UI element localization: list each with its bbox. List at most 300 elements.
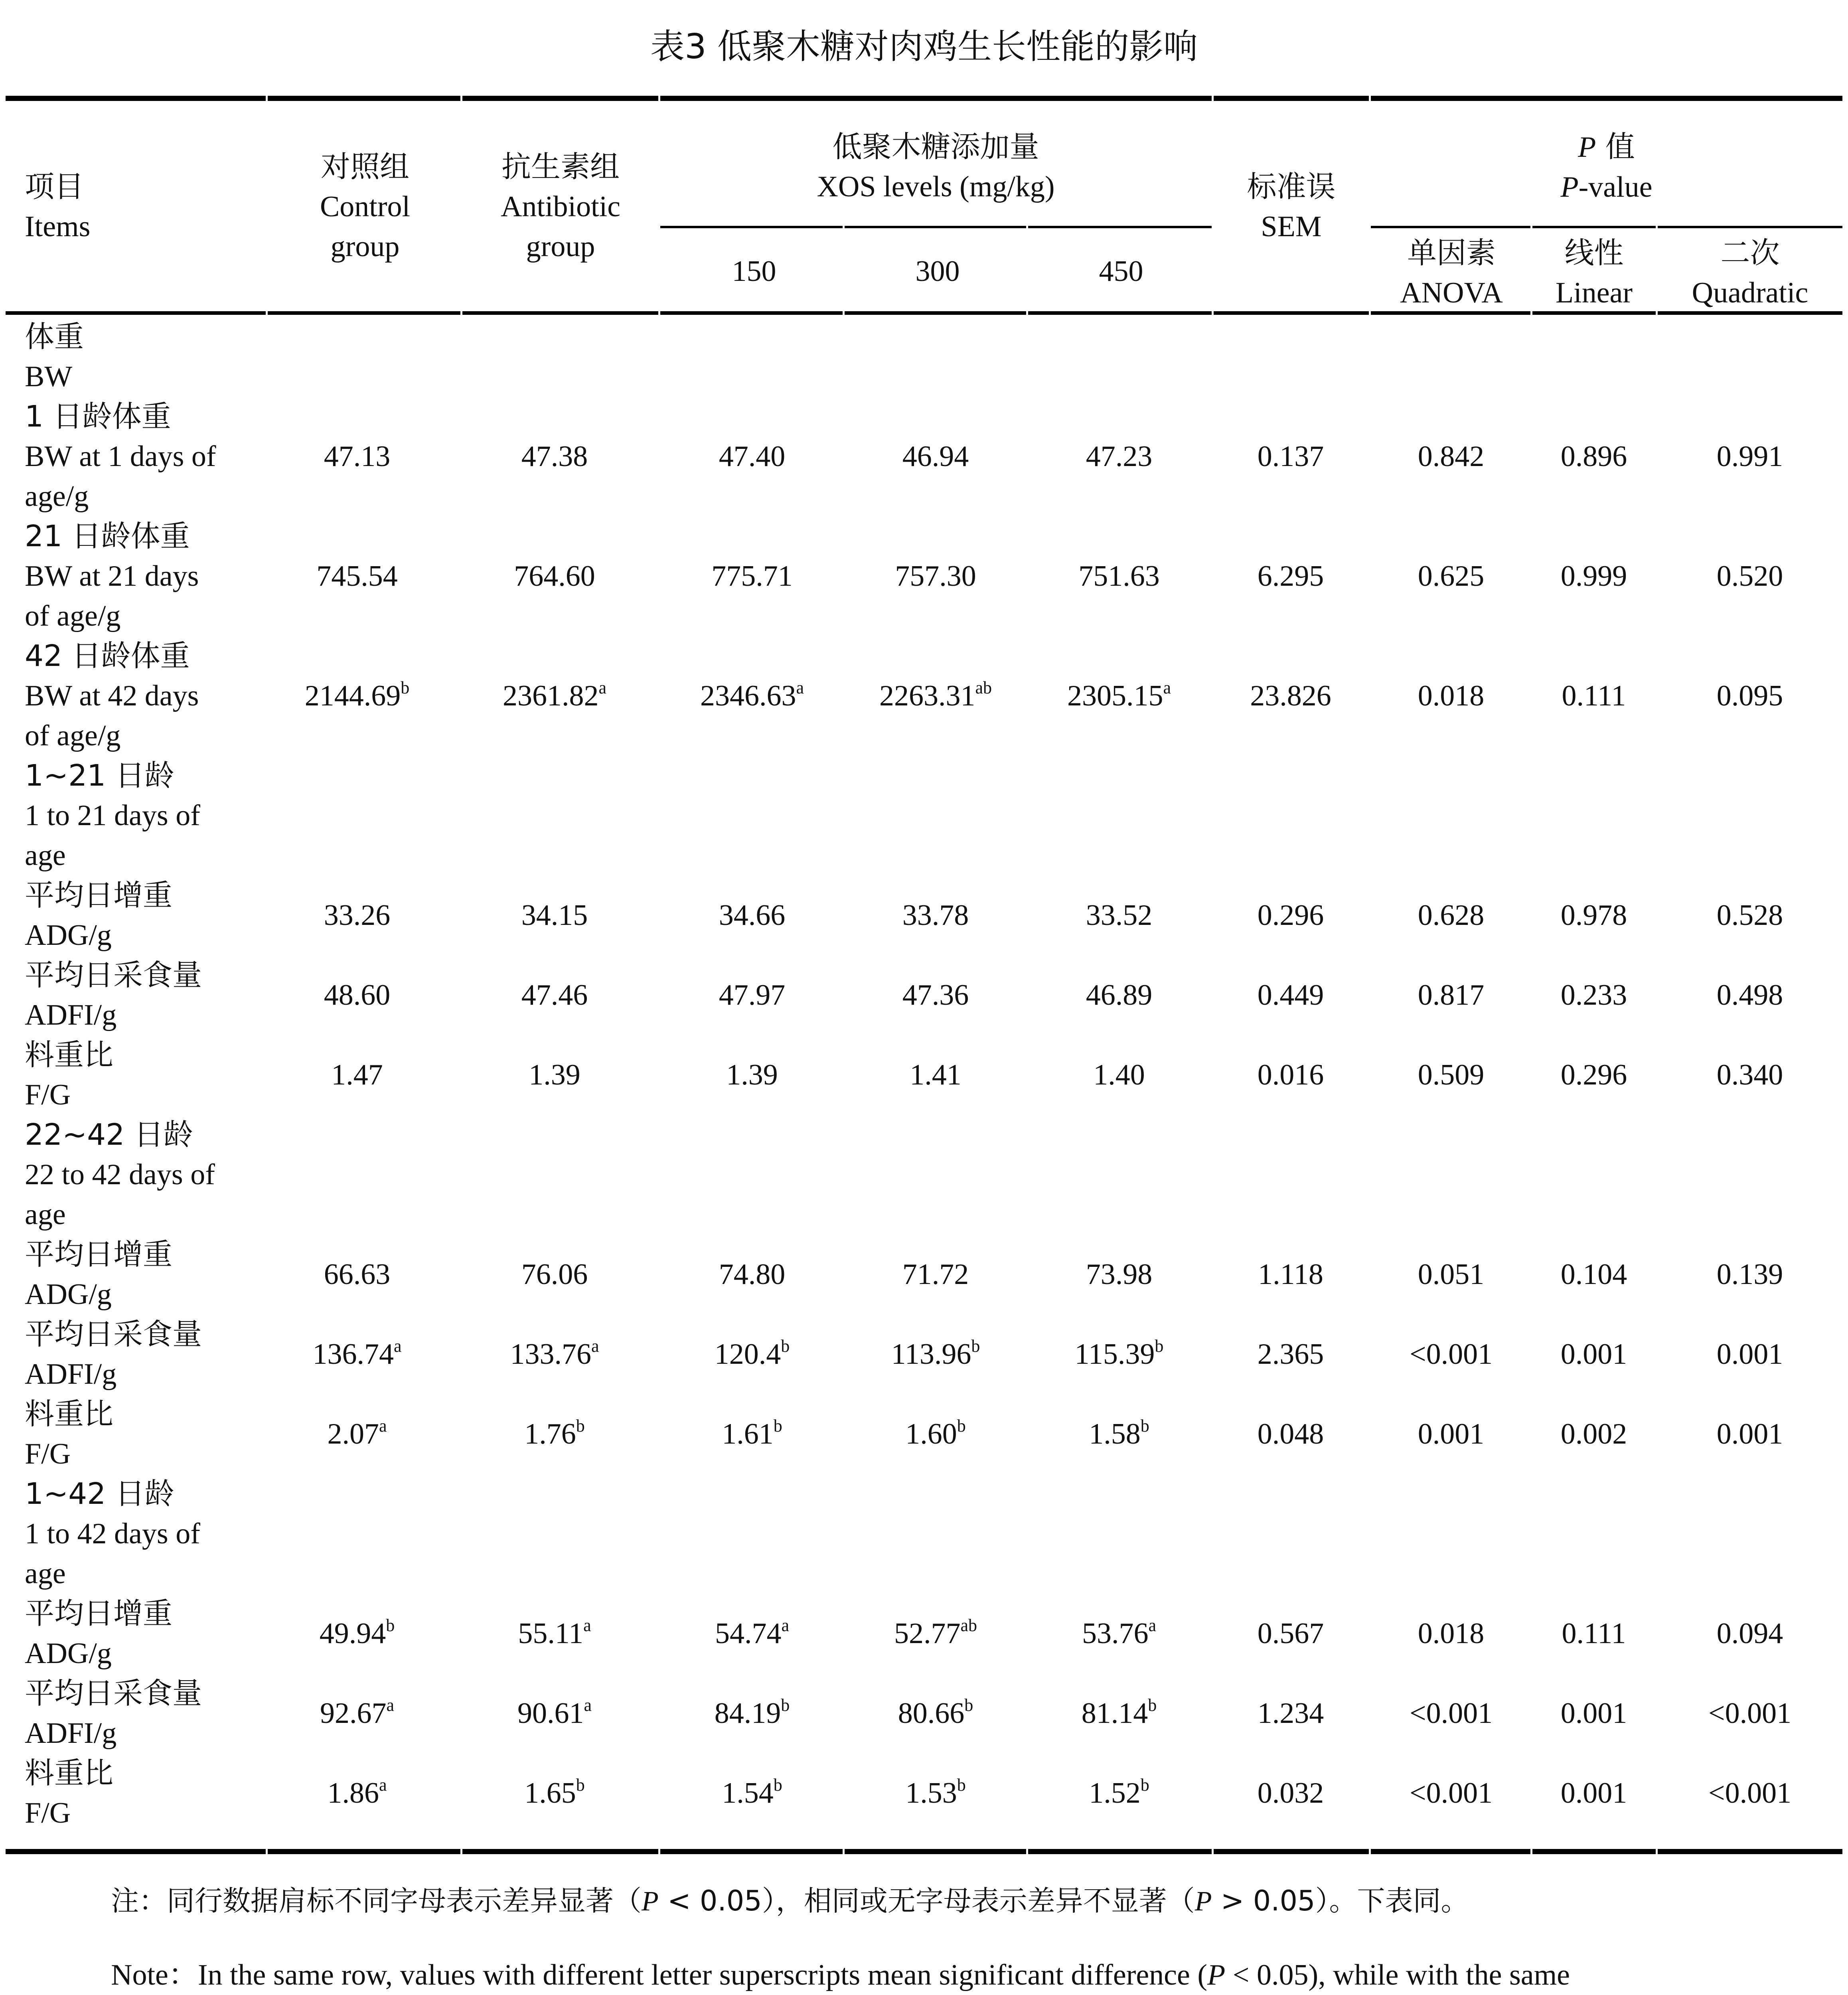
row-label-line: of age/g (25, 719, 121, 752)
row-label (25, 1673, 264, 1753)
cell-value: <0.001 (1708, 1777, 1792, 1809)
header-xos-levels: 低聚木糖添加量 XOS levels (mg/kg) (817, 130, 1055, 203)
cell-value: 1.40 (1093, 1059, 1145, 1091)
significance-letter: b (401, 678, 410, 697)
cell-sem (1207, 1693, 1374, 1733)
cell-xos-300 (852, 895, 1019, 935)
cell-value: 0.296 (1560, 1059, 1627, 1091)
cell-p-linear (1510, 1254, 1678, 1294)
cell-antibiotic (471, 895, 638, 935)
cell-p-linear (1510, 895, 1678, 935)
cell-xos-300 (852, 556, 1019, 596)
cell-value: 34.15 (521, 899, 588, 932)
header-xos-150: 150 (732, 255, 776, 288)
significance-letter: ab (975, 678, 992, 697)
header-antibiotic-group: 抗生素组 Antibiotic group (500, 150, 621, 263)
cell-value: 47.40 (719, 440, 786, 473)
cell-xos-150 (668, 676, 836, 716)
cell-antibiotic (471, 1055, 638, 1095)
cell-value: 1.118 (1258, 1258, 1323, 1291)
note-chinese: 注：同行数据肩标不同字母表示差异显著（P < 0.05），相同或无字母表示差异不显著（P > 0.05）。下表同。 (111, 1884, 1469, 1917)
cell-antibiotic (471, 1254, 638, 1294)
cell-sem (1207, 437, 1374, 476)
header-sem: 标准误 SEM (1247, 170, 1336, 243)
cell-value: 115.39 (1074, 1338, 1155, 1371)
column-gap (1369, 1847, 1371, 1857)
cell-sem (1207, 975, 1374, 1015)
cell-xos-450 (1035, 676, 1203, 716)
cell-value: 0.340 (1716, 1059, 1783, 1091)
cell-p-anova (1367, 1414, 1535, 1454)
cell-value: 0.567 (1257, 1617, 1324, 1650)
cell-sem (1207, 1334, 1374, 1374)
row-label-line: F/G (25, 1797, 71, 1829)
row-label-line: 1 日龄体重 (25, 399, 171, 434)
cell-value: 2305.15 (1067, 679, 1163, 712)
cell-p-anova (1367, 1254, 1535, 1294)
header-control-group: 对照组 Control group (320, 150, 411, 263)
cell-xos-450 (1035, 1254, 1203, 1294)
row-label-line: BW at 42 days (25, 679, 199, 712)
cell-value: 1.86 (327, 1777, 379, 1809)
significance-letter: a (796, 678, 804, 697)
cell-value: 0.095 (1716, 679, 1783, 712)
cell-xos-150 (668, 975, 836, 1015)
cell-p-linear (1510, 1055, 1678, 1095)
cell-value: 1.76 (524, 1418, 576, 1450)
cell-xos-150 (668, 1334, 836, 1374)
cell-value: 47.36 (902, 979, 969, 1011)
cell-p-quadratic (1666, 1414, 1834, 1454)
cell-control (273, 895, 441, 935)
row-label-line: BW (25, 360, 73, 393)
row-label-line: 22~42 日龄 (25, 1118, 193, 1152)
cell-xos-300 (852, 1614, 1019, 1653)
cell-control (273, 1254, 441, 1294)
cell-value: 0.111 (1562, 679, 1626, 712)
cell-value: 0.528 (1716, 899, 1783, 932)
cell-value: 1.52 (1089, 1777, 1141, 1809)
significance-letter: b (576, 1416, 585, 1436)
cell-value: 47.23 (1086, 440, 1153, 473)
cell-p-quadratic (1666, 437, 1834, 476)
cell-value: 0.018 (1418, 679, 1485, 712)
column-gap (843, 1847, 845, 1857)
cell-p-quadratic (1666, 895, 1834, 935)
cell-antibiotic (471, 1334, 638, 1374)
cell-value: 0.001 (1716, 1418, 1783, 1450)
cell-value: 0.016 (1257, 1059, 1324, 1091)
cell-p-linear (1510, 1614, 1678, 1653)
cell-antibiotic (471, 556, 638, 596)
cell-xos-150 (668, 1055, 836, 1095)
section-label (25, 1474, 264, 1594)
significance-letter: b (773, 1416, 782, 1436)
cell-xos-150 (668, 437, 836, 476)
cell-p-linear (1510, 437, 1678, 476)
cell-sem (1207, 1614, 1374, 1653)
cell-xos-450 (1035, 975, 1203, 1015)
cell-p-anova (1367, 1773, 1535, 1813)
header-xos-450: 450 (1099, 255, 1143, 288)
row-label (25, 1753, 264, 1833)
row-label-line: F/G (25, 1438, 71, 1470)
cell-xos-450 (1035, 1773, 1203, 1813)
cell-value: 113.96 (891, 1338, 971, 1371)
section-label (25, 756, 264, 875)
cell-control (273, 556, 441, 596)
significance-letter: ab (960, 1616, 977, 1635)
cell-value: <0.001 (1409, 1777, 1493, 1809)
cell-value: 47.38 (521, 440, 588, 473)
significance-letter: a (1148, 1616, 1157, 1635)
row-label (25, 1594, 264, 1673)
column-gap (1212, 1847, 1214, 1857)
cell-value: 0.817 (1418, 979, 1485, 1011)
header-p-linear: 线性 Linear (1555, 236, 1633, 309)
cell-sem (1207, 895, 1374, 935)
cell-p-linear (1510, 1693, 1678, 1733)
column-gap (266, 1847, 268, 1857)
header-p-anova: 单因素 ANOVA (1400, 236, 1503, 309)
xos-header-rule (660, 226, 1212, 228)
cell-antibiotic (471, 437, 638, 476)
cell-value: <0.001 (1409, 1338, 1493, 1371)
cell-value: 74.80 (719, 1258, 786, 1291)
significance-letter: a (393, 1336, 402, 1356)
row-label-line: 平均日增重 (25, 1596, 172, 1631)
column-gap (460, 1847, 462, 1857)
cell-value: 0.978 (1560, 899, 1627, 932)
cell-value: 73.98 (1086, 1258, 1153, 1291)
cell-sem (1207, 1414, 1374, 1454)
row-label (25, 1314, 264, 1394)
row-label (25, 516, 264, 636)
significance-letter: b (773, 1775, 782, 1795)
row-label (25, 955, 264, 1035)
cell-value: 0.233 (1560, 979, 1627, 1011)
cell-sem (1207, 1773, 1374, 1813)
cell-p-linear (1510, 556, 1678, 596)
row-label-line: BW at 1 days of (25, 440, 216, 473)
row-label-line: 料重比 (25, 1397, 113, 1431)
top-rule (6, 96, 1842, 101)
cell-value: 0.001 (1560, 1777, 1627, 1809)
cell-antibiotic (471, 676, 638, 716)
cell-control (273, 975, 441, 1015)
cell-control (273, 1414, 441, 1454)
cell-value: 133.76 (510, 1338, 591, 1371)
cell-value: 66.63 (324, 1258, 391, 1291)
significance-letter: a (1163, 678, 1171, 697)
cell-xos-150 (668, 1414, 836, 1454)
cell-value: 1.54 (722, 1777, 774, 1809)
cell-value: 775.71 (711, 560, 793, 593)
cell-sem (1207, 1254, 1374, 1294)
cell-p-anova (1367, 676, 1535, 716)
row-label-line: age (25, 839, 66, 872)
row-label-line: ADFI/g (25, 1358, 117, 1391)
cell-value: 0.509 (1418, 1059, 1485, 1091)
row-label (25, 875, 264, 955)
cell-value: 46.94 (902, 440, 969, 473)
cell-p-quadratic (1666, 556, 1834, 596)
section-label (25, 1115, 264, 1235)
cell-p-quadratic (1666, 975, 1834, 1015)
bottom-rule (6, 1849, 1842, 1854)
row-label-line: 1 to 21 days of (25, 799, 200, 832)
cell-p-anova (1367, 437, 1535, 476)
cell-value: 1.41 (910, 1059, 962, 1091)
cell-p-linear (1510, 1414, 1678, 1454)
cell-xos-150 (668, 1254, 836, 1294)
cell-value: <0.001 (1708, 1697, 1792, 1730)
cell-xos-300 (852, 1055, 1019, 1095)
cell-p-quadratic (1666, 1254, 1834, 1294)
cell-p-linear (1510, 1773, 1678, 1813)
cell-value: 136.74 (312, 1338, 394, 1371)
cell-value: 49.94 (319, 1617, 386, 1650)
cell-value: 2346.63 (700, 679, 796, 712)
cell-sem (1207, 1055, 1374, 1095)
cell-value: 1.234 (1257, 1697, 1324, 1730)
cell-p-quadratic (1666, 676, 1834, 716)
cell-xos-150 (668, 556, 836, 596)
cell-antibiotic (471, 975, 638, 1015)
cell-value: 2.365 (1257, 1338, 1324, 1371)
significance-letter: b (957, 1775, 966, 1795)
cell-p-quadratic (1666, 1693, 1834, 1733)
cell-xos-150 (668, 1614, 836, 1653)
cell-value: 0.018 (1418, 1617, 1485, 1650)
cell-p-anova (1367, 1693, 1535, 1733)
column-gap (266, 94, 268, 318)
cell-value: 1.58 (1089, 1418, 1141, 1450)
row-label-line: 料重比 (25, 1756, 113, 1790)
cell-value: 48.60 (324, 979, 391, 1011)
cell-antibiotic (471, 1773, 638, 1813)
cell-p-quadratic (1666, 1055, 1834, 1095)
cell-xos-450 (1035, 437, 1203, 476)
cell-control (273, 1693, 441, 1733)
column-gap (460, 94, 462, 318)
cell-value: 0.296 (1257, 899, 1324, 932)
significance-letter: a (386, 1695, 395, 1715)
cell-control (273, 1334, 441, 1374)
cell-xos-450 (1035, 1614, 1203, 1653)
cell-xos-450 (1035, 1334, 1203, 1374)
row-label (25, 397, 264, 516)
cell-value: 23.826 (1250, 679, 1331, 712)
significance-letter: b (1148, 1695, 1157, 1715)
cell-value: 80.66 (898, 1697, 965, 1730)
cell-value: 47.13 (324, 440, 391, 473)
cell-sem (1207, 556, 1374, 596)
cell-p-anova (1367, 975, 1535, 1015)
significance-letter: b (781, 1695, 790, 1715)
note-english-line1: Note：In the same row, values with different letter superscripts mean significant difference (P < 0.05), while with the same (111, 1959, 1570, 1991)
cell-value: 757.30 (895, 560, 976, 593)
cell-value: 745.54 (316, 560, 398, 593)
cell-value: 0.991 (1716, 440, 1783, 473)
cell-value: 0.139 (1716, 1258, 1783, 1291)
cell-p-anova (1367, 1055, 1535, 1095)
cell-control (273, 676, 441, 716)
significance-letter: a (379, 1775, 387, 1795)
significance-letter: a (583, 1616, 591, 1635)
cell-value: 71.72 (902, 1258, 969, 1291)
cell-xos-150 (668, 895, 836, 935)
cell-value: 0.137 (1257, 440, 1324, 473)
cell-p-linear (1510, 676, 1678, 716)
cell-value: 1.47 (331, 1059, 383, 1091)
cell-value: 0.002 (1560, 1418, 1627, 1450)
cell-value: 1.65 (524, 1777, 576, 1809)
row-label-line: 21 日龄体重 (25, 519, 190, 553)
cell-xos-300 (852, 437, 1019, 476)
cell-value: 0.094 (1716, 1617, 1783, 1650)
cell-value: 0.999 (1560, 560, 1627, 593)
row-label-line: 料重比 (25, 1038, 113, 1072)
cell-value: 0.104 (1560, 1258, 1627, 1291)
significance-letter: b (1140, 1416, 1149, 1436)
cell-sem (1207, 676, 1374, 716)
cell-xos-300 (852, 1414, 1019, 1454)
cell-value: 0.498 (1716, 979, 1783, 1011)
cell-value: 764.60 (514, 560, 595, 593)
cell-value: 0.111 (1562, 1617, 1626, 1650)
cell-antibiotic (471, 1414, 638, 1454)
cell-value: 0.896 (1560, 440, 1627, 473)
row-label-line: ADG/g (25, 1637, 112, 1670)
cell-value: 92.67 (320, 1697, 387, 1730)
cell-control (273, 437, 441, 476)
row-label-line: 平均日采食量 (25, 958, 202, 992)
cell-value: 34.66 (719, 899, 786, 932)
cell-control (273, 1614, 441, 1653)
cell-value: 6.295 (1257, 560, 1324, 593)
pvalue-header-rule (1370, 226, 1842, 228)
cell-p-anova (1367, 895, 1535, 935)
cell-xos-300 (852, 1693, 1019, 1733)
cell-p-quadratic (1666, 1334, 1834, 1374)
cell-value: 46.89 (1086, 979, 1153, 1011)
cell-antibiotic (471, 1614, 638, 1653)
significance-letter: b (576, 1775, 585, 1795)
significance-letter: b (1140, 1775, 1149, 1795)
column-gap (1530, 1847, 1532, 1857)
header-p-value: P 值 P-value (1560, 130, 1653, 203)
cell-xos-300 (852, 1773, 1019, 1813)
row-label-line: BW at 21 days (25, 560, 199, 593)
cell-value: 47.97 (719, 979, 786, 1011)
significance-letter: b (1155, 1336, 1164, 1356)
row-label-line: age (25, 1198, 66, 1231)
cell-value: 1.61 (722, 1418, 774, 1450)
row-label-line: 1~42 日龄 (25, 1477, 174, 1511)
cell-value: 81.14 (1081, 1697, 1148, 1730)
significance-letter: b (971, 1336, 980, 1356)
cell-p-quadratic (1666, 1773, 1834, 1813)
cell-value: 0.628 (1418, 899, 1485, 932)
cell-value: 76.06 (521, 1258, 588, 1291)
cell-value: 751.63 (1078, 560, 1160, 593)
significance-letter: b (957, 1416, 966, 1436)
row-label-line: 平均日采食量 (25, 1676, 202, 1711)
row-label-line: F/G (25, 1078, 71, 1111)
cell-value: 33.26 (324, 899, 391, 932)
row-label-line: of age/g (25, 600, 121, 632)
column-gap (658, 1847, 660, 1857)
header-xos-300: 300 (915, 255, 960, 288)
cell-xos-450 (1035, 895, 1203, 935)
row-label-line: ADG/g (25, 919, 112, 952)
cell-value: 1.39 (726, 1059, 778, 1091)
cell-xos-300 (852, 676, 1019, 716)
cell-value: 120.4 (714, 1338, 781, 1371)
cell-value: 54.74 (715, 1617, 782, 1650)
cell-value: 0.048 (1257, 1418, 1324, 1450)
cell-value: 1.60 (905, 1418, 957, 1450)
row-label (25, 1035, 264, 1115)
cell-xos-450 (1035, 556, 1203, 596)
cell-control (273, 1055, 441, 1095)
significance-letter: b (964, 1695, 973, 1715)
cell-value: 0.001 (1716, 1338, 1783, 1371)
row-label-line: 22 to 42 days of (25, 1158, 215, 1191)
row-label (25, 1235, 264, 1314)
table-title: 表3 低聚木糖对肉鸡生长性能的影响 (650, 27, 1198, 67)
cell-value: 52.77 (894, 1617, 961, 1650)
cell-value: 1.39 (529, 1059, 580, 1091)
cell-value: 0.001 (1560, 1697, 1627, 1730)
cell-xos-150 (668, 1693, 836, 1733)
cell-value: 53.76 (1082, 1617, 1149, 1650)
column-gap (1026, 1847, 1028, 1857)
cell-p-anova (1367, 556, 1535, 596)
cell-value: 0.520 (1716, 560, 1783, 593)
cell-xos-300 (852, 975, 1019, 1015)
cell-value: 0.001 (1560, 1338, 1627, 1371)
row-label-line: ADFI/g (25, 1717, 117, 1750)
column-gap (843, 223, 845, 318)
cell-xos-150 (668, 1773, 836, 1813)
cell-control (273, 1773, 441, 1813)
cell-value: <0.001 (1409, 1697, 1493, 1730)
row-label (25, 1394, 264, 1474)
cell-value: 55.11 (518, 1617, 584, 1650)
row-label-line: 平均日采食量 (25, 1317, 202, 1351)
cell-value: 47.46 (521, 979, 588, 1011)
cell-xos-300 (852, 1254, 1019, 1294)
cell-xos-450 (1035, 1693, 1203, 1733)
cell-p-anova (1367, 1334, 1535, 1374)
header-p-quadratic: 二次 Quadratic (1692, 236, 1809, 309)
significance-letter: a (379, 1416, 387, 1436)
row-label-line: ADG/g (25, 1278, 112, 1311)
cell-value: 0.449 (1257, 979, 1324, 1011)
cell-p-linear (1510, 1334, 1678, 1374)
cell-p-quadratic (1666, 1614, 1834, 1653)
cell-xos-450 (1035, 1414, 1203, 1454)
cell-value: 0.625 (1418, 560, 1485, 593)
row-label-line: 1~21 日龄 (25, 758, 174, 793)
row-label-line: 平均日增重 (25, 878, 172, 913)
cell-value: 2263.31 (879, 679, 975, 712)
cell-value: 0.001 (1418, 1418, 1485, 1450)
significance-letter: a (591, 1336, 599, 1356)
row-label-line: 42 日龄体重 (25, 639, 190, 673)
